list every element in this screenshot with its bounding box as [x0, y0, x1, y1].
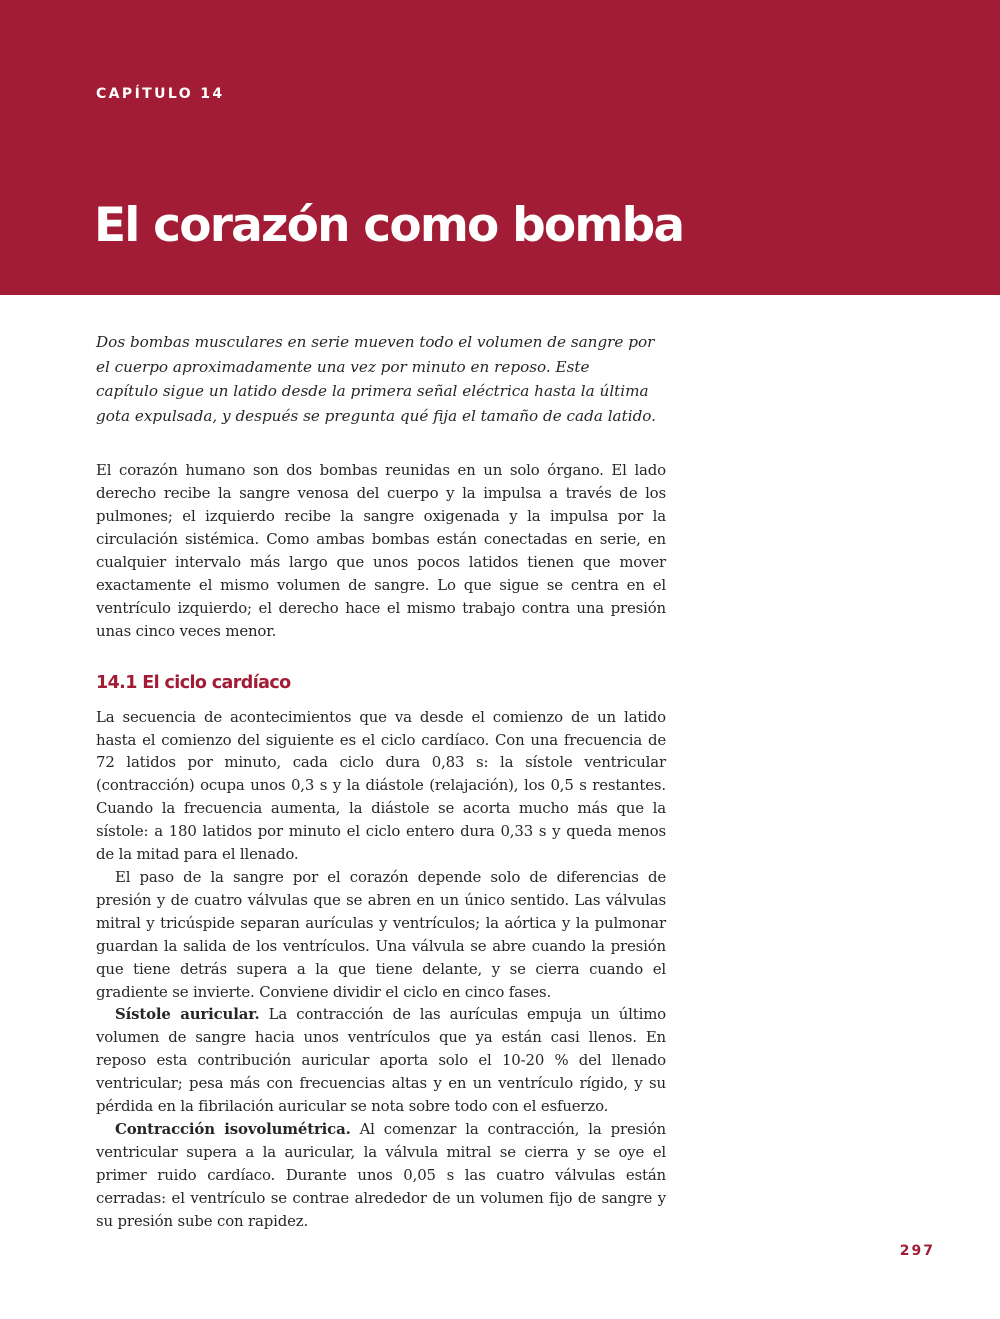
chapter-title: El corazón como bomba: [94, 198, 684, 253]
chapter-label: CAPÍTULO 14: [96, 86, 225, 102]
phase-text: Al comenzar la contracción, la presión ventricular supera a la auricular, la válvula mitral se cierra y se oye el primer ruido cardíaco. Durante unos 0,05 s las cuatro válvulas están cerradas: el ventrículo se contrae alrededor de un volumen fijo de sangre y su presión sube con rapidez.: [96, 1119, 666, 1230]
main-content: [96, 330, 666, 1232]
phase-term: Contracción isovolumétrica.: [115, 1119, 351, 1138]
phase-paragraph-isovolumetric-contraction: [96, 1118, 666, 1233]
chapter-banner: [0, 0, 1000, 295]
page-number: 297: [899, 1243, 935, 1259]
section-paragraph: La secuencia de acontecimientos que va desde el comienzo de un latido hasta el comienzo del siguiente es el ciclo cardíaco. Con una frecuencia de 72 latidos por minuto, cada ciclo dura 0,83 s: la sístole ventricular (contracción) ocupa unos 0,3 s y la diástole (relajación), los 0,5 s restantes. Cuando la frecuencia aumenta, la diástole se acorta mucho más que la sístole: a 180 latidos por minuto el ciclo entero dura 0,33 s y queda menos de la mitad para el llenado.: [96, 707, 666, 864]
phase-paragraph-atrial-systole: [96, 1003, 666, 1118]
body-text: [96, 459, 666, 1232]
section-paragraph: El paso de la sangre por el corazón depende solo de diferencias de presión y de cuatro válvulas que se abren en un único sentido. Las válvulas mitral y tricúspide separan aurículas y ventrículos; la aórtica y la pulmonar guardan la salida de los ventrículos. Una válvula se abre cuando la presión que tiene detrás supera a la que tiene delante, y se cierra cuando el gradiente se invierte. Conviene dividir el ciclo en cinco fases.: [96, 867, 666, 1001]
lead-paragraph: El corazón humano son dos bombas reunidas en un solo órgano. El lado derecho recibe la sangre venosa del cuerpo y la impulsa a través de los pulmones; el izquierdo recibe la sangre oxigenada y la impulsa por la circulación sistémica. Como ambas bombas están conectadas en serie, en cualquier intervalo más largo que unos pocos latidos tienen que mover exactamente el mismo volumen de sangre. Lo que sigue se centra en el ventrículo izquierdo; el derecho hace el mismo trabajo contra una presión unas cinco veces menor.: [96, 461, 666, 640]
section-heading: 14.1 El ciclo cardíaco: [96, 672, 291, 693]
phase-text: La contracción de las aurículas empuja un último volumen de sangre hacia unos ventrículos que ya están casi llenos. En reposo esta contribución auricular aporta solo el 10-20 % del llenado ventricular; pesa más con frecuencias altas y en un ventrículo rígido, y su pérdida en la fibrilación auricular se nota sobre todo con el esfuerzo.: [96, 1005, 666, 1116]
chapter-intro: Dos bombas musculares en serie mueven todo el volumen de sangre por el cuerpo aproximadamente una vez por minuto en reposo. Este capítulo sigue un latido desde la primera señal eléctrica hasta la última gota expulsada, y después se pregunta qué fija el tamaño de cada latido.: [96, 333, 657, 425]
phase-term: Sístole auricular.: [115, 1005, 260, 1024]
